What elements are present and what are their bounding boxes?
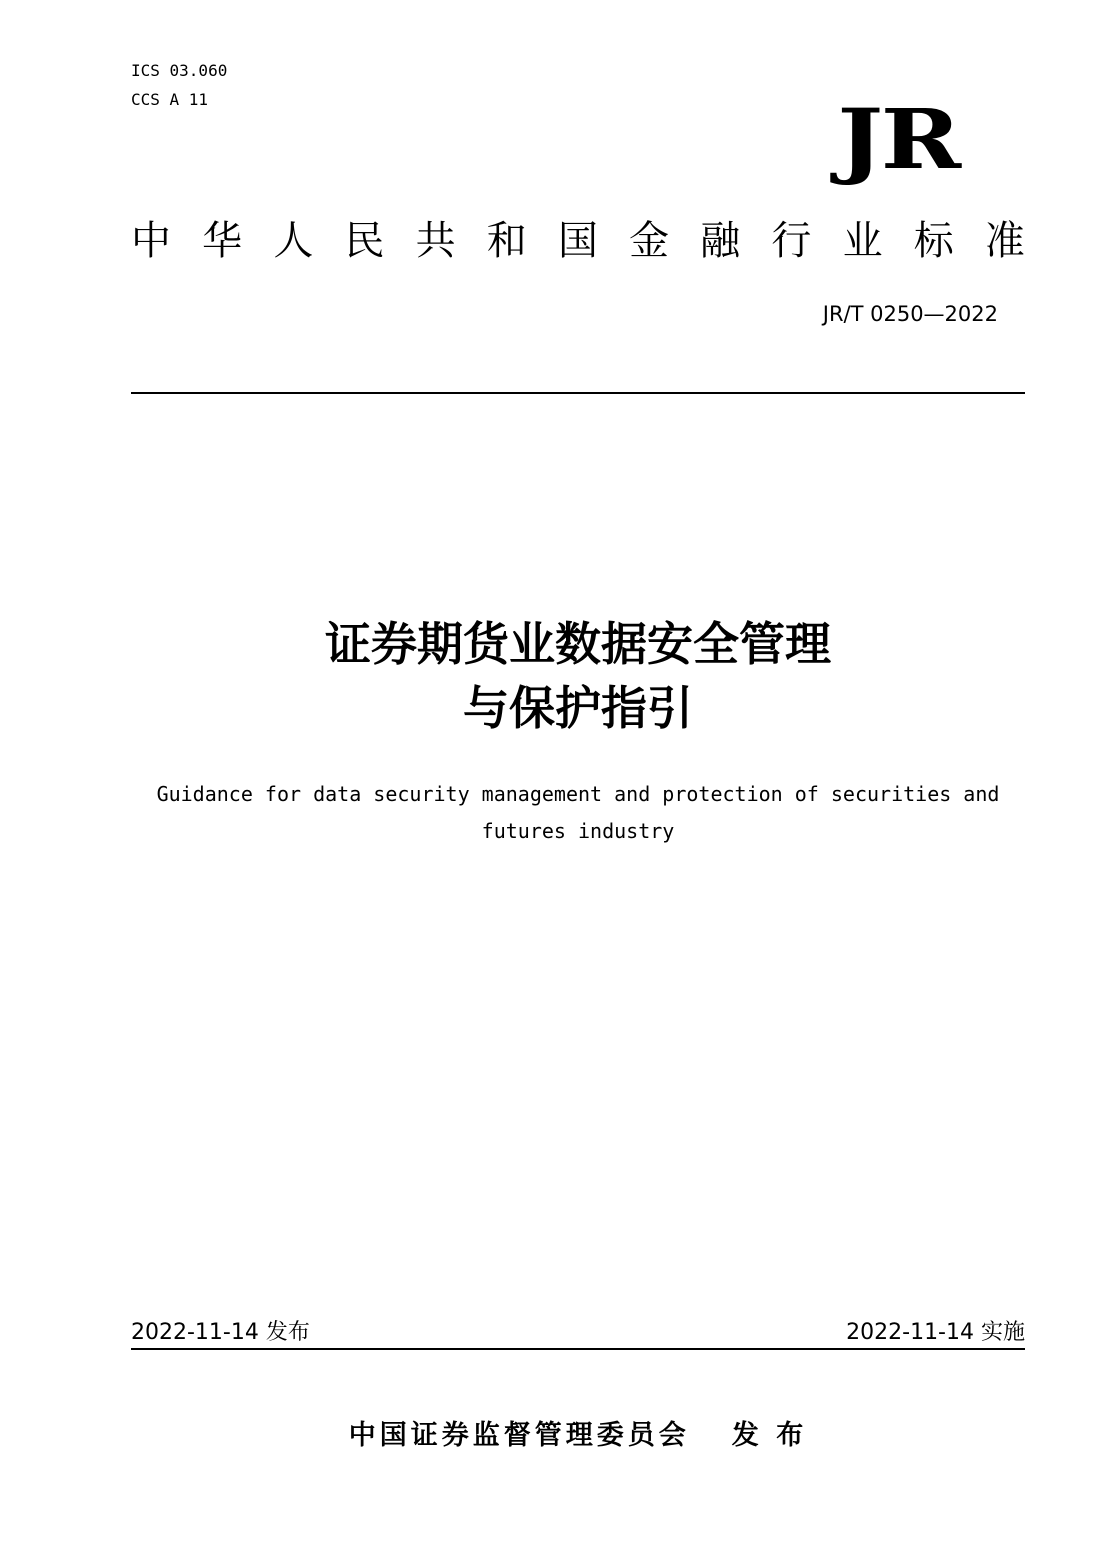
bottom-divider: [131, 1348, 1025, 1350]
issue-date: 2022-11-14 发布: [131, 1320, 310, 1345]
standard-name: [131, 210, 1025, 272]
ics-code: ICS 03.060: [131, 61, 228, 80]
top-divider: [131, 392, 1025, 394]
standard-name-char: 融: [700, 218, 741, 264]
implementation-date: 2022-11-14 实施: [846, 1320, 1025, 1345]
standard-name-char: 标: [913, 218, 954, 264]
standard-name-char: 准: [984, 218, 1025, 264]
issue-action: 发 布: [731, 1420, 808, 1451]
ccs-code: CCS A 11: [131, 90, 209, 109]
date-row: [131, 1317, 1025, 1349]
standard-name-char: 业: [842, 218, 883, 264]
standard-name-char: 国: [557, 218, 598, 264]
title-cn-line-1: 证券期货业数据安全管理: [325, 617, 831, 671]
title-en-line-1: Guidance for data security management and protection of securities and: [156, 782, 1000, 806]
classification-codes: [131, 56, 227, 114]
title-en-line-2: futures industry: [481, 819, 675, 843]
issuing-organization: 中国证券监督管理委员会: [348, 1420, 690, 1451]
document-title-cn: [131, 612, 1025, 740]
standard-name-char: 中: [131, 218, 171, 264]
title-cn-line-2: 与保护指引: [463, 681, 693, 735]
jr-logo: JR: [837, 92, 959, 188]
document-title-en: [131, 776, 1025, 850]
standard-name-char: 行: [771, 218, 812, 264]
standard-name-char: 华: [202, 218, 243, 264]
issuer-line: [131, 1414, 1025, 1458]
standard-number: JR/T 0250—2022: [822, 302, 998, 326]
standard-name-char: 金: [629, 218, 670, 264]
standard-name-char: 人: [273, 218, 314, 264]
standard-name-char: 和: [486, 218, 527, 264]
standard-name-char: 共: [415, 218, 456, 264]
standard-name-char: 民: [344, 218, 385, 264]
